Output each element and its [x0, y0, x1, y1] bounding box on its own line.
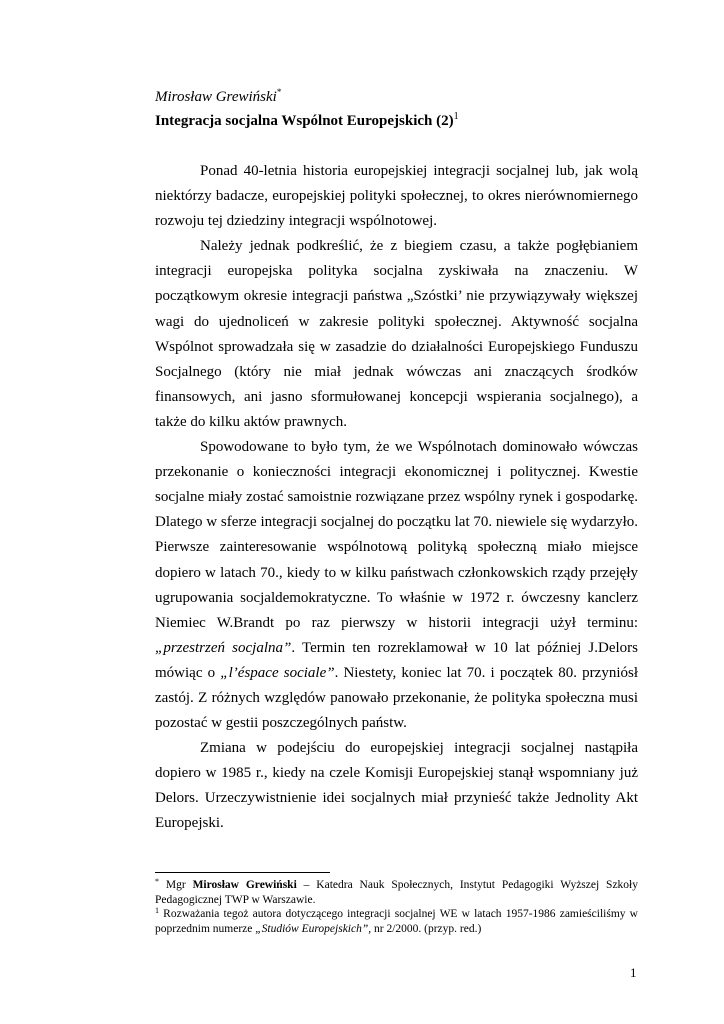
footnote-1 — [155, 878, 638, 907]
footnotes — [155, 878, 638, 936]
paragraph-3-part-b: . Termin ten rozreklamował w 10 lat później J.Delors mówiąc o — [155, 639, 638, 681]
article-body — [155, 159, 638, 837]
article-title-text: Integracja socjalna Wspólnot Europejskich (2) — [155, 113, 454, 129]
footnote-divider — [155, 872, 330, 873]
paragraph-3-part-a: Spowodowane to było tym, że we Wspólnotach dominowało wówczas przekonanie o konieczności integracji ekonomicznej i politycznej. Kwestie socjalne miały zostać samoistnie rozwiązane przez wspólny rynek i gospodarkę. Dlatego w sferze integracji socjalnej do początku lat 70. niewiele się wydarzyło. Pierwsze zainteresowanie wspólnotową polityką społeczną miało miejsce dopiero w latach 70., kiedy to w kilku państwach członkowskich rządy przejęły ugrupowania socjaldemokratyczne. To właśnie w 1972 r. ówczesny kanclerz Niemiec W.Brandt po raz pierwszy w historii integracji użył terminu: — [155, 439, 638, 631]
footnote-1-text: – Katedra Nauk Społecznych, Instytut Pedagogiki Wyższej Szkoły Pedagogicznej TWP w Warszawie. — [155, 879, 638, 906]
author-name-text: Mirosław Grewiński — [155, 89, 277, 105]
footnote-2-text-a: Rozważania tegoż autora dotyczącego integracji socjalnej WE w latach 1957-1986 zamieściliśmy w poprzednim numerze — [155, 908, 638, 935]
term-espace-sociale: „l’éspace sociale” — [220, 664, 335, 681]
footnote-1-prefix: Mgr — [159, 879, 193, 891]
author-name — [155, 88, 281, 107]
paragraph-1: Ponad 40-letnia historia europejskiej integracji socjalnej lub, jak wolą niektórzy badacze, europejskiej polityki społecznej, to okres nierównomiernego rozwoju tej dziedziny integracji wspólnotowej. — [155, 163, 638, 230]
page-number: 1 — [630, 965, 637, 980]
title-footnote-mark: 1 — [453, 111, 459, 122]
paragraph-3-part-c: . Niestety, koniec lat 70. i początek 80. przyniósł zastój. Z różnych względów panowało przekonanie, że polityka społeczna musi pozostać w gestii poszczególnych państw. — [155, 664, 639, 732]
footnote-2-text-b: nr 2/2000. (przyp. red.) — [371, 923, 482, 935]
term-przestrzen-socjalna: „przestrzeń socjalna” — [155, 639, 292, 656]
footnote-2 — [155, 907, 638, 936]
paragraph-2: Należy jednak podkreślić, że z biegiem czasu, a także pogłębianiem integracji europejska polityka socjalna zyskiwała na znaczeniu. W początkowym okresie integracji państwa „Szóstki’ nie przywiązywały większej wagi do ujednoliceń w zakresie polityki społecznej. Aktywność socjalna Wspólnot sprowadzała się w zasadzie do działalności Europejskiego Funduszu Socjalnego (który nie miał jednak wówczas ani znaczących środków finansowych, ani jasno sformułowanej koncepcji wspierania socjalnego), a także do kilku aktów prawnych. — [155, 238, 638, 430]
footnote-2-mark: 1 — [155, 906, 159, 915]
author-footnote-mark: * — [276, 87, 282, 97]
footnote-1-mark: * — [155, 877, 159, 886]
footnote-1-author: Mirosław Grewiński — [192, 879, 297, 891]
paragraph-4: Zmiana w podejściu do europejskiej integracji socjalnej nastąpiła dopiero w 1985 r., kiedy na czele Komisji Europejskiej stanął wspomniany już Delors. Urzeczywistnienie idei socjalnych miał przynieść także Jednolity Akt Europejski. — [155, 740, 638, 832]
article-title — [155, 112, 459, 132]
paragraph-3 — [155, 435, 638, 736]
footnote-2-journal: „Studiów Europejskich”, — [255, 923, 372, 935]
